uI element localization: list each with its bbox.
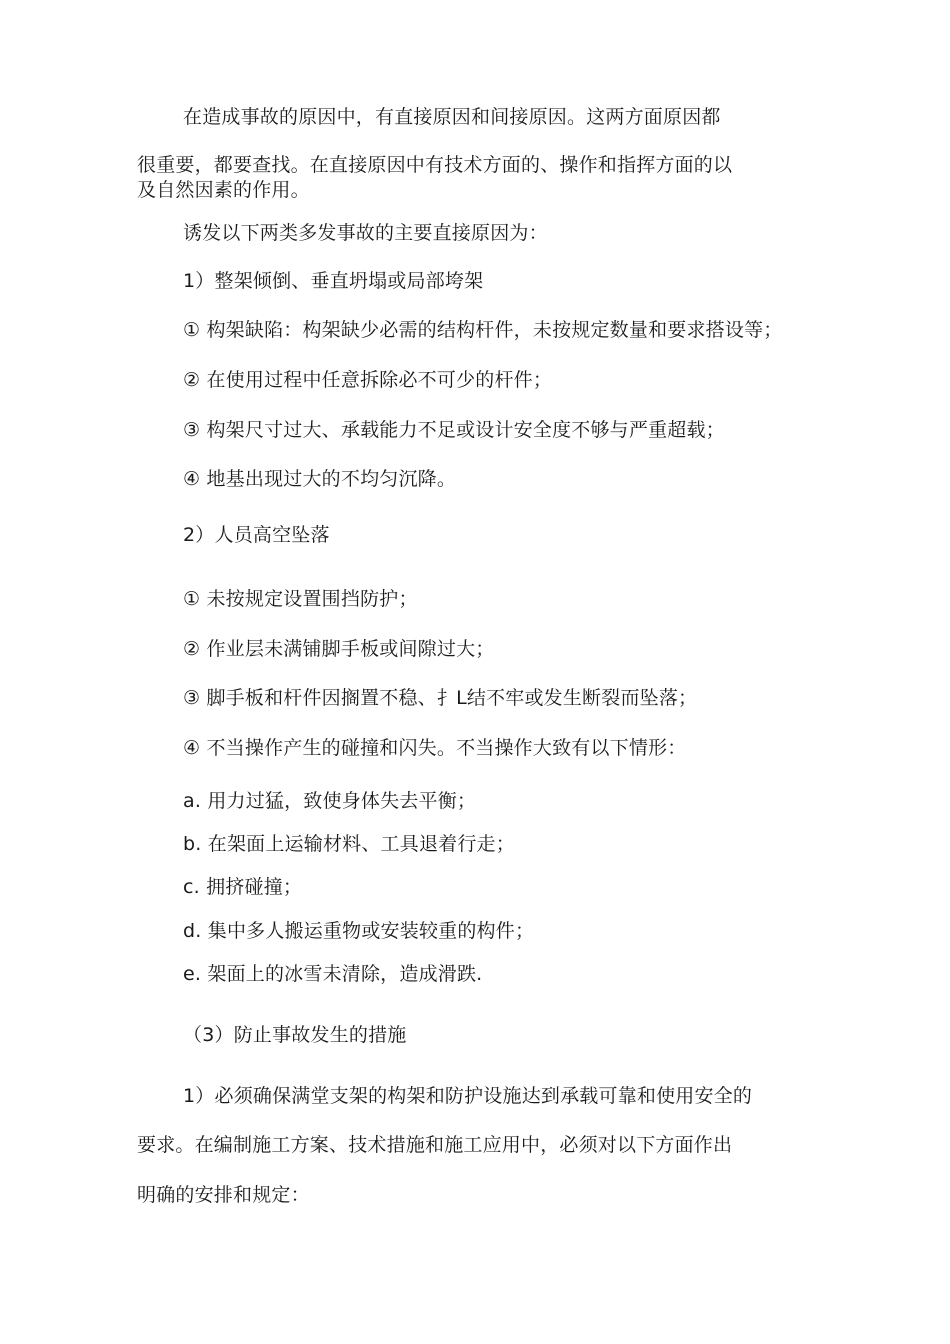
paragraph-line: 诱发以下两类多发事故的主要直接原因为：: [183, 222, 548, 244]
list-item: ③ 脚手板和杆件因搁置不稳、扌L结不牢或发生断裂而坠落；: [183, 687, 698, 709]
sub-list-item: c. 拥挤碰撞；: [183, 876, 303, 898]
list-item: ④ 不当操作产生的碰撞和闪失。不当操作大致有以下情形：: [183, 737, 687, 759]
sub-list-item: b. 在架面上运输材料、工具退着行走；: [183, 833, 515, 855]
list-item: ① 构架缺陷：构架缺少必需的结构杆件，未按规定数量和要求搭设等；: [183, 319, 783, 341]
list-item: ③ 构架尺寸过大、承载能力不足或设计安全度不够与严重超载；: [183, 419, 725, 441]
paragraph-line: 在造成事故的原因中，有直接原因和间接原因。这两方面原因都: [183, 106, 721, 128]
paragraph-line: 很重要，都要查找。在直接原因中有技术方面的、操作和指挥方面的以: [137, 154, 733, 176]
list-item: ① 未按规定设置围挡防护；: [183, 588, 418, 610]
sub-list-item: e. 架面上的冰雪未清除，造成滑跌.: [183, 963, 483, 985]
list-item: ② 作业层未满铺脚手板或间隙过大；: [183, 638, 495, 660]
section-heading: （3）防止事故发生的措施: [183, 1024, 407, 1046]
sub-list-item: a. 用力过猛，致使身体失去平衡；: [183, 790, 477, 812]
section-heading: 2）人员高空坠落: [183, 524, 330, 546]
list-item: ④ 地基出现过大的不均匀沉降。: [183, 468, 457, 490]
paragraph-line: 明确的安排和规定：: [137, 1184, 310, 1206]
section-heading: 1）整架倾倒、垂直坍塌或局部垮架: [183, 270, 484, 292]
paragraph-line: 及自然因素的作用。: [137, 179, 310, 201]
sub-list-item: d. 集中多人搬运重物或安装较重的构件；: [183, 920, 535, 942]
paragraph-line: 1）必须确保满堂支架的构架和防护设施达到承载可靠和使用安全的: [183, 1085, 753, 1107]
paragraph-line: 要求。在编制施工方案、技术措施和施工应用中，必须对以下方面作出: [137, 1134, 733, 1156]
list-item: ② 在使用过程中任意拆除必不可少的杆件；: [183, 369, 553, 391]
